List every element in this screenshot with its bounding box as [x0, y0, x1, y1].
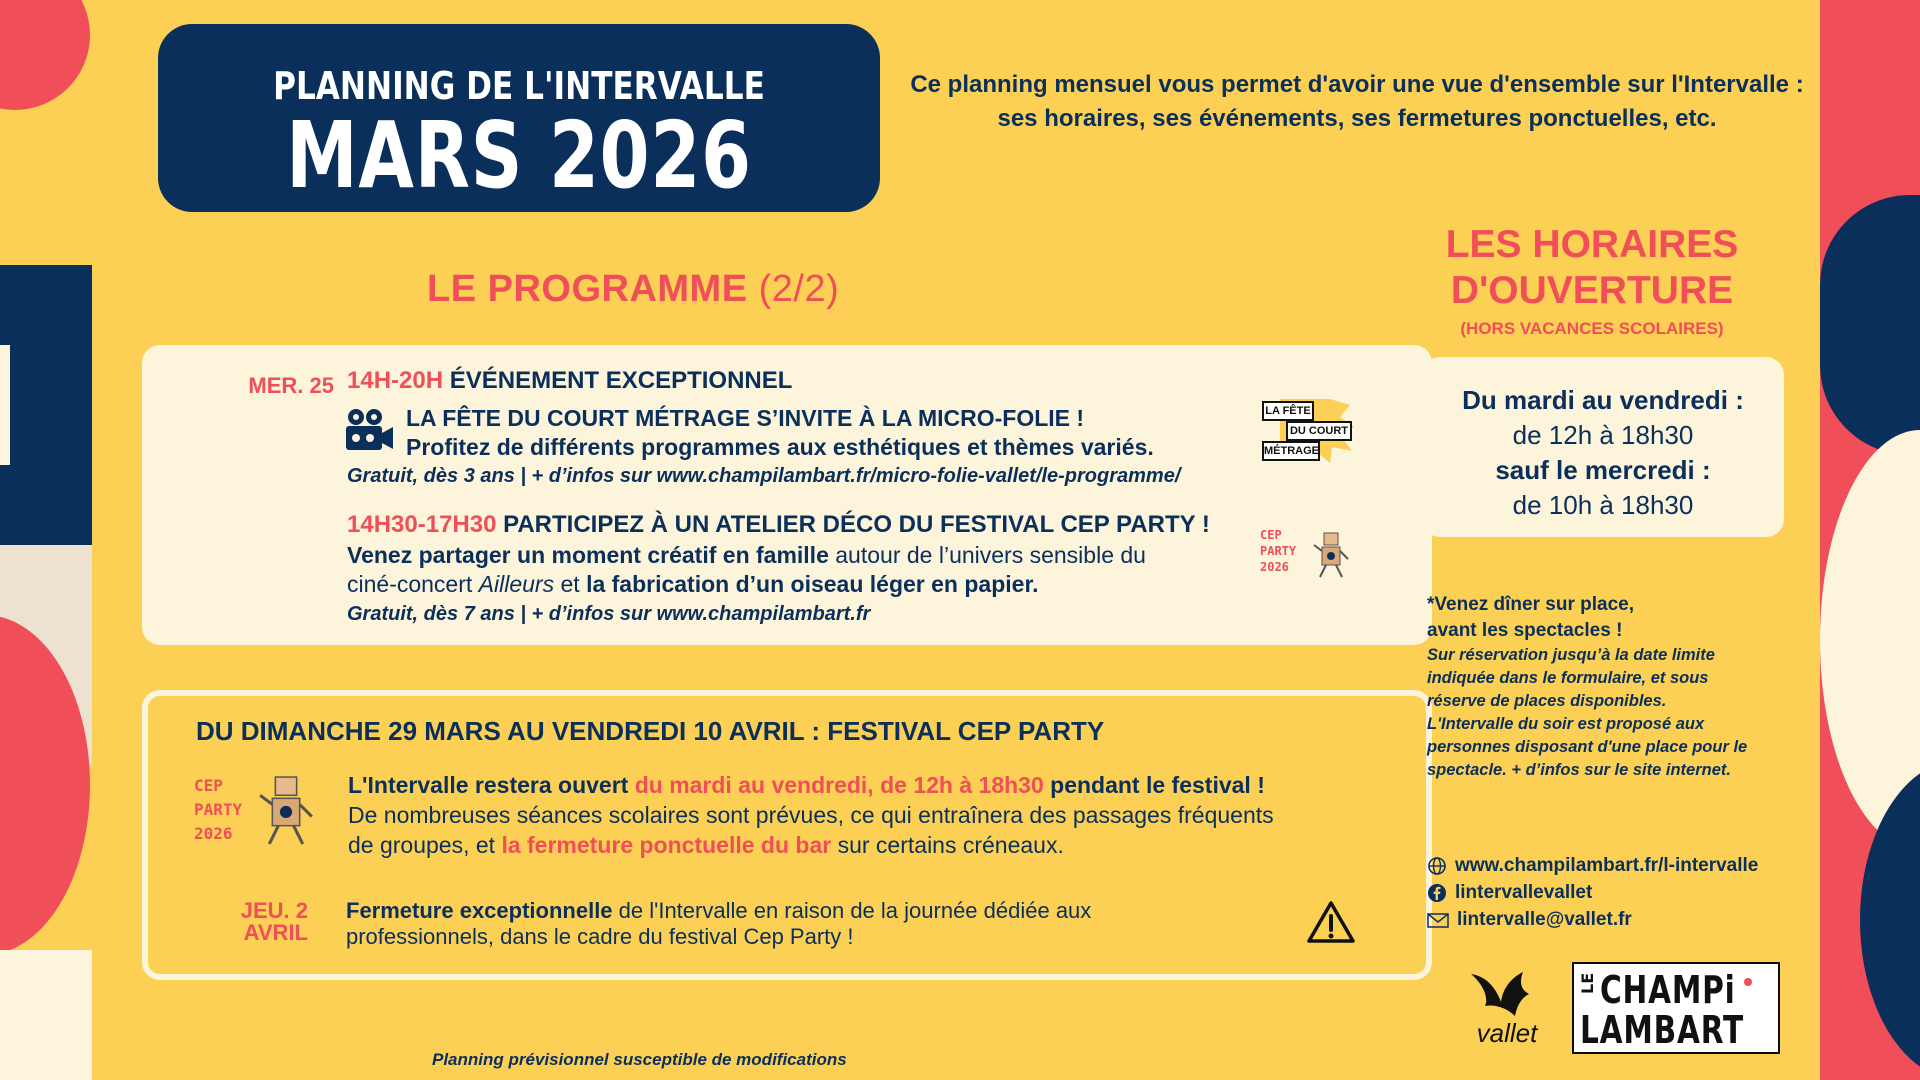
dinner-desc-4: L'Intervalle du soir est proposé aux — [1427, 715, 1705, 733]
festival-paragraph-line-1 — [348, 772, 1265, 799]
closing-line-1 — [346, 898, 1091, 924]
dinner-desc-6: spectacle. + d’infos sur le site internet. — [1427, 761, 1731, 779]
event2-desc-bold-1: Venez partager un moment créatif en famille — [347, 542, 829, 568]
closing-bold: Fermeture exceptionnelle — [346, 898, 613, 923]
festival-p1-c: pendant le festival ! — [1043, 772, 1265, 798]
festival-p3-c: sur certains créneaux. — [831, 832, 1064, 858]
closing-regular-1: de l'Intervalle en raison de la journée dédiée aux — [612, 898, 1092, 923]
dinner-note — [1427, 592, 1797, 782]
left-decorative-band — [0, 0, 92, 1080]
dinner-desc-5: personnes disposant d'une place pour le — [1427, 738, 1748, 756]
programme-title-text: LE PROGRAMME — [427, 268, 748, 310]
champ-logo-bottom: LAMBART — [1580, 1008, 1745, 1052]
fete-court-metrage-logo — [1260, 397, 1356, 465]
cep-logo-large-l3: 2026 — [194, 824, 233, 843]
dinner-title-1: *Venez dîner sur place, — [1427, 594, 1634, 615]
programme-part: (2/2) — [758, 268, 840, 310]
title-top: PLANNING DE L'INTERVALLE — [273, 64, 765, 108]
fete-logo-line-2: DU COURT — [1286, 421, 1352, 441]
globe-icon — [1427, 856, 1447, 876]
programme-card — [142, 345, 1432, 645]
right-decorative-band — [1820, 0, 1920, 1080]
festival-title: DU DIMANCHE 29 MARS AU VENDREDI 10 AVRIL : FESTIVAL CEP PARTY — [196, 716, 1105, 746]
fete-logo-line-3: MÉTRAGE — [1262, 441, 1320, 461]
event2-info: Gratuit, dès 7 ans | + d’infos sur www.champilambart.fr — [347, 603, 871, 625]
dinner-desc-3: réserve de places disponibles. — [1427, 692, 1667, 710]
robot-icon — [1312, 531, 1350, 581]
vallet-logo-text: vallet — [1476, 1018, 1538, 1048]
champ-logo-top: CHAMPi — [1600, 968, 1736, 1012]
event2-desc-regular-3: et — [554, 571, 587, 597]
event1-desc: Profitez de différents programmes aux esthétiques et thèmes variés. — [406, 434, 1154, 460]
contact-web-text[interactable]: www.champilambart.fr/l-intervalle — [1455, 854, 1759, 876]
dinner-desc-2: indiquée dans le formulaire, et sous — [1427, 669, 1709, 687]
hours-title-line-2: D'OUVERTURE — [1450, 269, 1734, 312]
fete-logo-line-1: LA FÊTE — [1262, 401, 1314, 421]
closing-date-day: JEU. 2 — [240, 898, 308, 923]
cep-party-logo-small — [1260, 527, 1350, 587]
facebook-icon — [1427, 883, 1447, 903]
event1-info: Gratuit, dès 3 ans | + d’infos sur www.champilambart.fr/micro-folie-vallet/le-programme/ — [347, 465, 1181, 487]
event2-desc-italic: Ailleurs — [478, 571, 555, 597]
vallet-logo — [1462, 968, 1552, 1048]
champ-logo-le: LE — [1578, 972, 1597, 994]
page-title: MARS 2026 — [286, 102, 752, 209]
hours-subtitle: (HORS VACANCES SCOLAIRES) — [1460, 319, 1724, 338]
dinner-desc-1: Sur réservation jusqu’à la date limite — [1427, 646, 1715, 664]
cep-logo-small-l1: CEP — [1260, 528, 1282, 542]
hours-title-line-1: LES HORAIRES — [1445, 223, 1739, 266]
event2-desc-regular-2: ciné-concert — [347, 571, 479, 597]
closing-date-month: AVRIL — [243, 920, 308, 945]
intro-line-2: ses horaires, ses événements, ses fermetures ponctuelles, etc. — [997, 105, 1717, 132]
champilambart-logo — [1572, 962, 1780, 1054]
festival-p3-a: de groupes, et — [348, 832, 502, 858]
hours-card — [1422, 357, 1784, 537]
title-box — [158, 24, 880, 212]
warning-icon — [1306, 900, 1356, 944]
festival-paragraph-line-2: De nombreuses séances scolaires sont prévues, ce qui entraînera des passages fréquents — [348, 802, 1274, 828]
contact-facebook[interactable] — [1427, 879, 1758, 906]
cep-party-logo-large — [194, 774, 324, 854]
event1-time: 14H-20H — [347, 367, 444, 394]
contact-email-text[interactable]: lintervalle@vallet.fr — [1457, 908, 1632, 930]
event2-desc-line-2 — [347, 571, 1039, 598]
cep-logo-large-l1: CEP — [194, 776, 223, 795]
vallet-leaf-icon — [1467, 968, 1547, 1018]
cep-logo-small-l3: 2026 — [1260, 560, 1289, 574]
hours-line-4: de 10h à 18h30 — [1512, 490, 1694, 520]
contact-web[interactable] — [1427, 852, 1758, 879]
festival-paragraph-line-3 — [348, 832, 1064, 859]
hours-line-1: Du mardi au vendredi : — [1462, 385, 1744, 415]
festival-p1-b: du mardi au vendredi, de 12h à 18h30 — [634, 772, 1044, 798]
intro-text — [832, 68, 1882, 136]
event2-headline: PARTICIPEZ À UN ATELIER DÉCO DU FESTIVAL CEP PARTY ! — [503, 511, 1210, 538]
contact-email[interactable] — [1427, 906, 1758, 933]
film-camera-icon — [344, 407, 394, 453]
robot-icon-large — [256, 774, 316, 850]
programme-title — [427, 268, 839, 311]
festival-card — [142, 690, 1432, 980]
hours-line-2: de 12h à 18h30 — [1512, 420, 1694, 450]
event2-desc-bold-2: la fabrication d’un oiseau léger en papier. — [586, 571, 1039, 597]
event1-date: MER. 25 — [248, 373, 334, 398]
cep-logo-small-l2: PARTY — [1260, 544, 1297, 558]
closing-line-2: professionnels, dans le cadre du festival Cep Party ! — [346, 924, 854, 949]
footer-note: Planning prévisionnel susceptible de modifications — [432, 1050, 847, 1069]
event2-desc-regular-1: autour de l’univers sensible du — [828, 542, 1146, 568]
champ-logo-dot — [1744, 978, 1752, 986]
mail-icon — [1427, 911, 1449, 929]
hours-line-3: sauf le mercredi : — [1495, 455, 1711, 485]
hours-title — [1402, 222, 1782, 314]
festival-p3-b: la fermeture ponctuelle du bar — [501, 832, 832, 858]
cep-logo-large-l2: PARTY — [194, 800, 243, 819]
festival-p1-a: L'Intervalle restera ouvert — [348, 772, 635, 798]
event1-heading — [347, 367, 792, 395]
contact-facebook-text[interactable]: lintervallevallet — [1455, 881, 1593, 903]
event1-type: ÉVÉNEMENT EXCEPTIONNEL — [449, 367, 793, 394]
dinner-title-2: avant les spectacles ! — [1427, 620, 1623, 641]
event2-time: 14H30-17H30 — [347, 511, 497, 538]
main-page — [92, 0, 1820, 1080]
event2-desc-line-1 — [347, 542, 1146, 569]
contacts — [1427, 852, 1758, 933]
event1-headline: LA FÊTE DU COURT MÉTRAGE S’INVITE À LA MICRO-FOLIE ! — [406, 405, 1085, 431]
intro-line-1: Ce planning mensuel vous permet d'avoir une vue d'ensemble sur l'Intervalle : — [910, 71, 1804, 98]
closing-date — [188, 900, 308, 944]
event2-heading — [347, 511, 1210, 539]
